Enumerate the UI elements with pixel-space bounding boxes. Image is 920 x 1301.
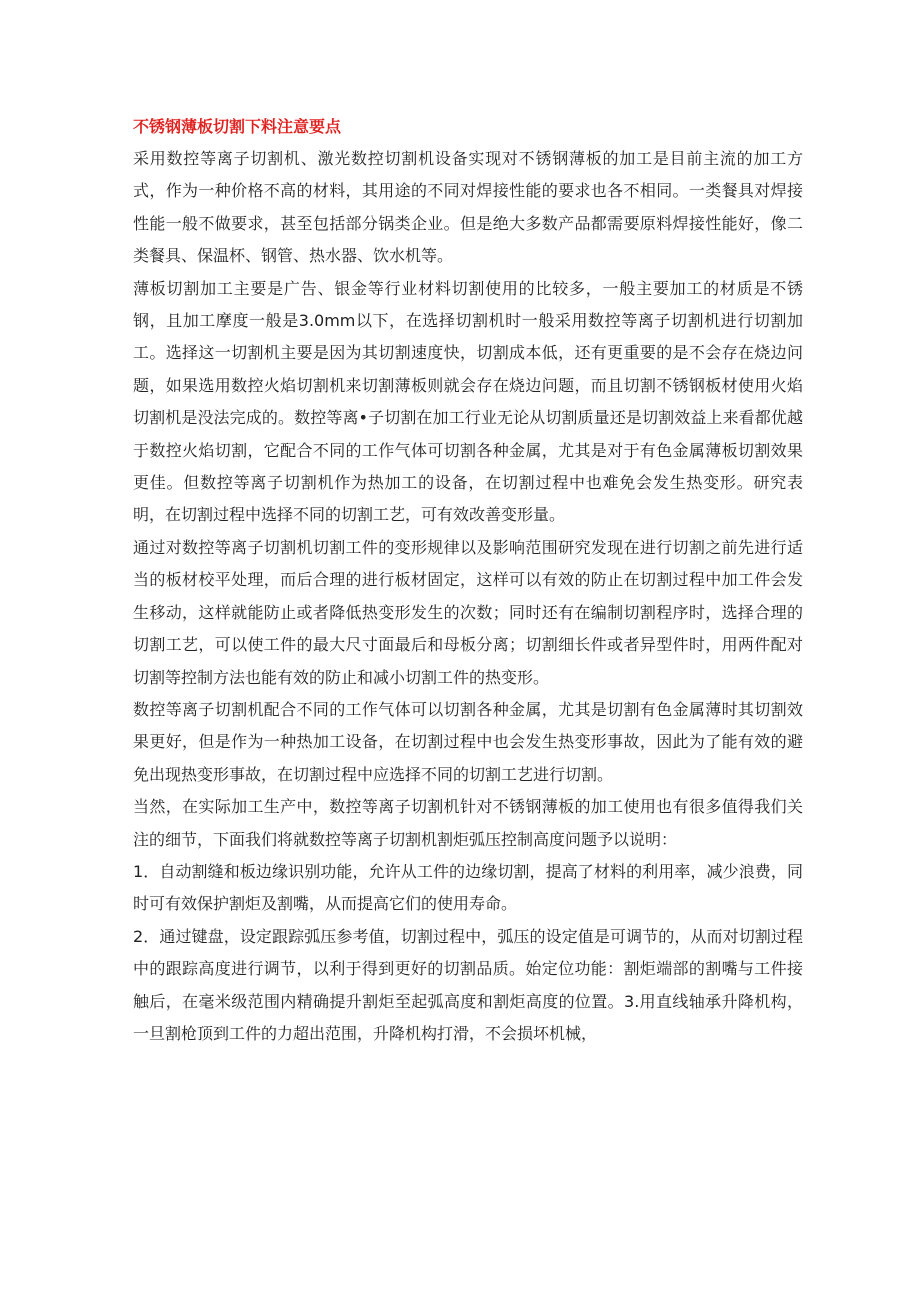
paragraph-thin-plate-cutting: 薄板切割加工主要是广告、银金等行业材料切割使用的比较多，一般主要加工的材质是不锈钢，且加工摩度一般是3.0mm以下，在选择切割机时一般采用数控等离子切割机进行切割加工。选择这一切割机主要是因为其切割速度快，切割成本低，还有更重要的是不会存在烧边问题，如果选用数控火焰切割机来切割薄板则就会存在烧边问题，而且切割不锈钢板材使用火焰切割机是没法完成的。数控等离•子切割在加工行业无论从切割质量还是切割效益上来看都优越于数控火焰切割，它配合不同的工作气体可切割各种金属，尤其是对于有色金属薄板切割效果更佳。但数控等离子切割机作为热加工的设备，在切割过程中也难免会发生热变形。研究表明，在切割过程中选择不同的切割工艺，可有效改善变形量。	[133, 278, 803, 525]
list-item-1: 1．自动割缝和板边缘识别功能，允许从工件的边缘切割，提高了材料的利用率，减少浪费，同时可有效保护割炬及割嘴，从而提高它们的使用寿命。	[133, 861, 803, 914]
paragraph-intro: 采用数控等离子切割机、激光数控切割机设备实现对不锈钢薄板的加工是目前主流的加工方式，作为一种价格不高的材料，其用途的不同对焊接性能的要求也各不相同。一类餐具对焊接性能一般不做要求，甚至包括部分锅类企业。但是绝大多数产品都需要原料焊接性能好，像二类餐具、保温杯、钢管、热水器、饮水机等。	[133, 149, 803, 266]
list-item-2: 2．通过键盘，设定跟踪弧压参考值，切割过程中，弧压的设定值是可调节的，从而对切割过程中的跟踪高度进行调节，以利于得到更好的切割品质。始定位功能：割炬端部的割嘴与工件接触后，在毫米级范围内精确提升割炬至起弧高度和割炬高度的位置。3.用直线轴承升降机构，一旦割枪顶到工件的力超出范围，升降机构打滑，不会损坏机械，	[133, 926, 803, 1043]
document-title: 不锈钢薄板切割下料注意要点	[133, 117, 342, 136]
paragraph-working-gas: 数控等离子切割机配合不同的工作气体可以切割各种金属，尤其是切割有色金属薄时其切割效果更好，但是作为一种热加工设备，在切割过程中也会发生热变形事故，因此为了能有效的避免出现热变形事故，在切割过程中应选择不同的切割工艺进行切割。	[133, 699, 803, 784]
paragraph-details-intro: 当然，在实际加工生产中，数控等离子切割机针对不锈钢薄板的加工使用也有很多值得我们关注的细节，下面我们将就数控等离子切割机割炬弧压控制高度问题予以说明：	[133, 797, 803, 849]
paragraph-deformation-research: 通过对数控等离子切割机切割工件的变形规律以及影响范围研究发现在进行切割之前先进行适当的板材校平处理，而后合理的进行板材固定，这样可以有效的防止在切割过程中加工件会发生移动，这样就能防止或者降低热变形发生的次数；同时还有在编制切割程序时，选择合理的切割工艺，可以使工件的最大尺寸面最后和母板分离；切割细长件或者异型件时，用两件配对切割等控制方法也能有效的防止和减小切割工件的热变形。	[133, 537, 803, 687]
document-body	[133, 110, 803, 1050]
